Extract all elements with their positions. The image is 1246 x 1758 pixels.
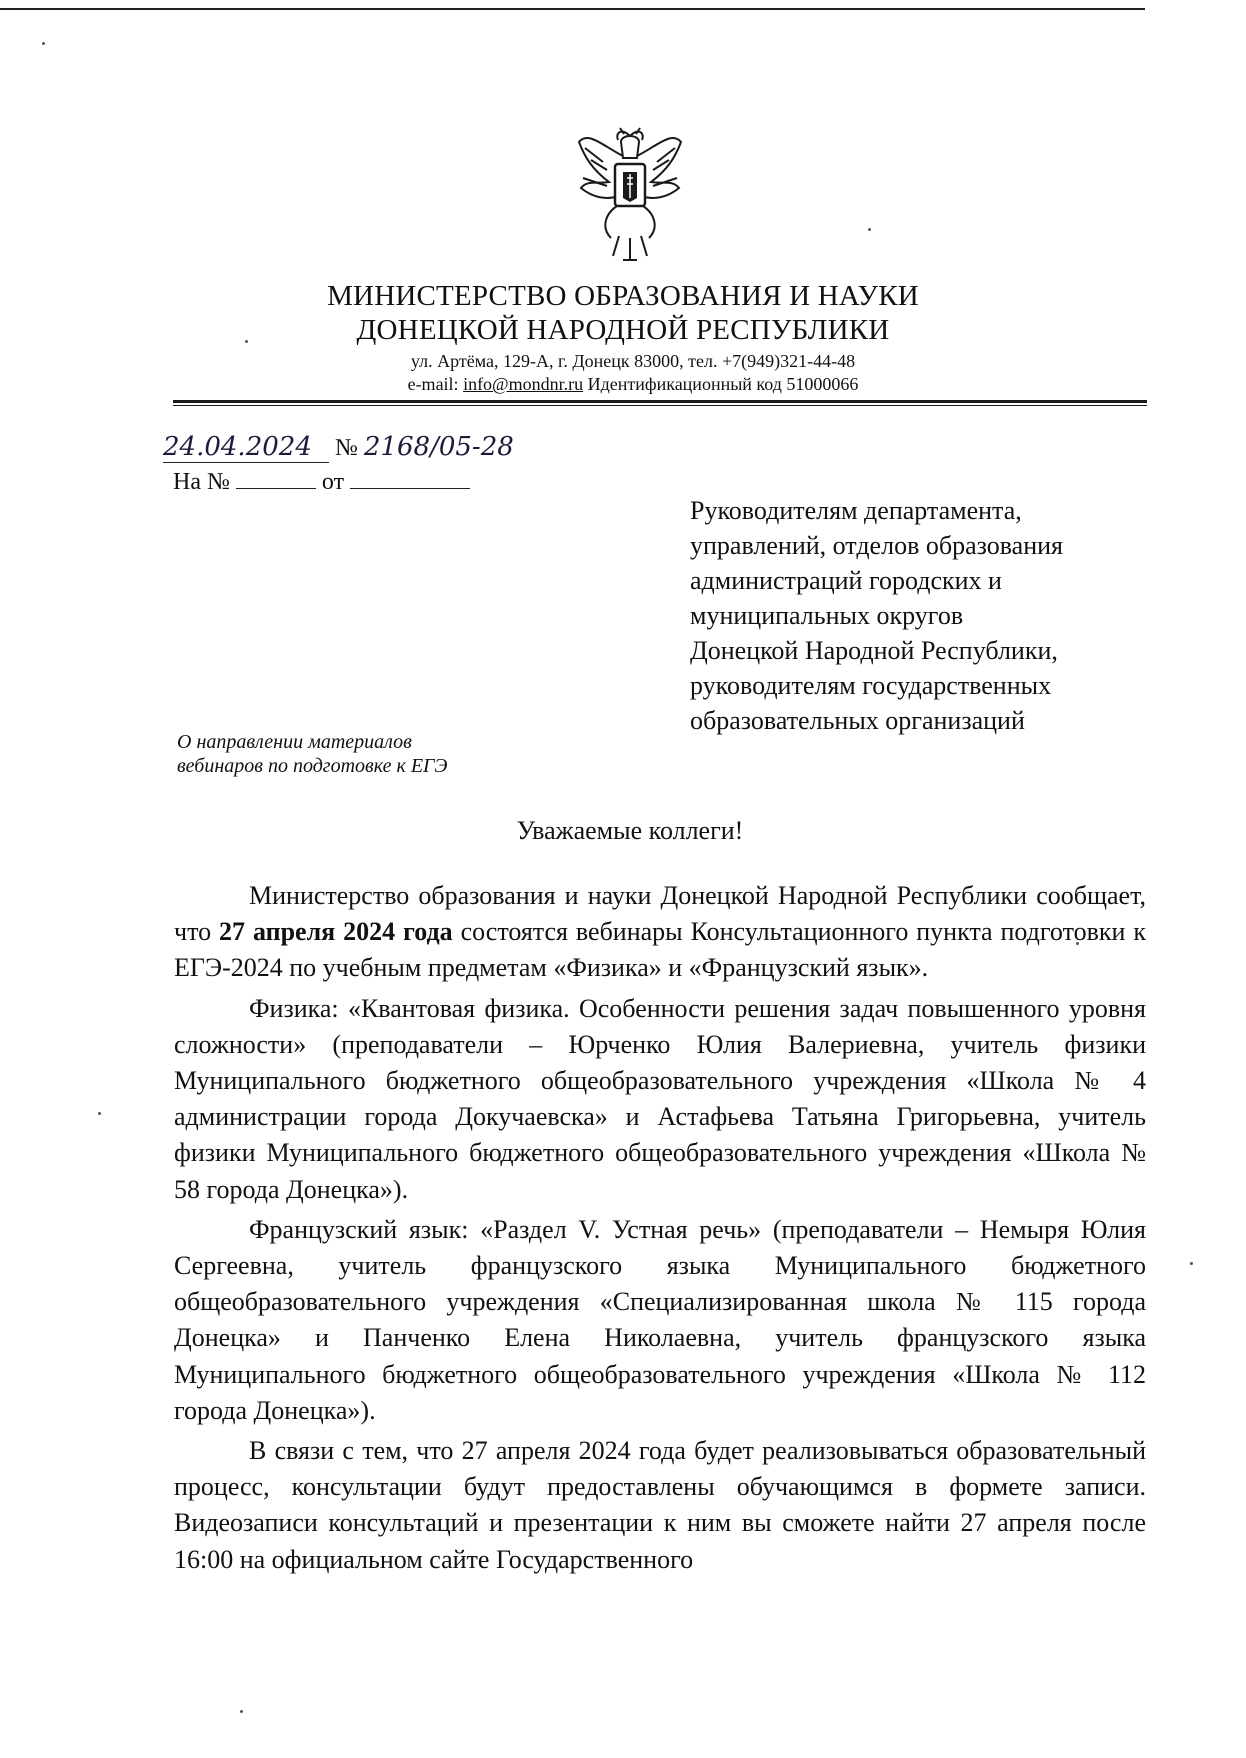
handwritten-number: 2168/05-28 [363,432,514,462]
email-label: e-mail: [407,374,459,394]
header-divider-thick [173,400,1147,403]
reply-date-blank [350,466,470,489]
reference-line [173,466,470,496]
addressee-line: Донецкой Народной Республики, [690,636,1058,665]
letter-body [174,878,1146,1578]
addressee-line: муниципальных округов [690,601,964,630]
scan-speck [42,42,45,45]
subject-line: О направлении материалов [177,731,412,753]
scan-speck [1190,1262,1193,1265]
scan-speck [868,228,871,231]
email-link[interactable]: info@mondnr.ru [463,374,584,394]
reply-number-blank [236,466,316,489]
header-divider-thin [173,405,1147,406]
paragraph-text: состоятся вебинары Консультационного пункта подготовки к ЕГЭ-2024 по учебным предметам «Физика» и «Французский язык». [174,917,1146,983]
paragraph-french: Французский язык: «Раздел V. Устная речь» (преподаватели – Немыря Юлия Сергеевна, учитель французского языка Муниципального бюджетного общеобразовательного учреждения «Специализированная школа № 115 города Донецка» и Панченко Елена Николаевна, учитель французского языка Муниципального бюджетного общеобразовательного учреждения «Школа № 112 города Донецка»). [174,1214,1146,1425]
identification-code: Идентификационный код 51000066 [587,374,859,394]
addressee-line: администраций городских и [690,566,1002,595]
addressee-line: Руководителям департамента, [690,496,1022,525]
from-label: от [321,469,345,495]
paragraph-physics: Физика: «Квантовая физика. Особенности решения задач повышенного уровня сложности» (преподаватели – Юрченко Юлия Валериевна, учитель физики Муниципального бюджетного общеобразовательного учреждения «Школа № 4 администрации города Докучаевска» и Астафьева Татьяна Григорьевна, учитель физики Муниципального бюджетного общеобразовательного учреждения «Школа № 58 города Донецка»). [174,993,1146,1204]
addressee-line: управлений, отделов образования [690,531,1063,560]
greeting: Уважаемые коллеги! [516,816,744,845]
addressee-line: руководителям государственных [690,671,1052,700]
subject-line: вебинаров по подготовке к ЕГЭ [177,755,448,777]
organization-name-line1: МИНИСТЕРСТВО ОБРАЗОВАНИЯ И НАУКИ [327,280,919,312]
event-date-bold: 27 апреля 2024 года [219,917,453,947]
handwritten-date: 24.04.2024 [163,432,329,463]
number-label: № [335,435,358,461]
addressee-block [690,493,1063,738]
organization-contacts [0,374,1246,395]
reply-number-label: На № [173,469,230,495]
paragraph-format: В связи с тем, что 27 апреля 2024 года будет реализовываться образовательный процесс, консультации будут предоставлены обучающимся в формете записи. Видеозаписи консультаций и презентации к ним вы сможете найти 27 апреля после 16:00 на официальном сайте Государственного [174,1436,1146,1574]
coat-of-arms-eagle-icon [575,118,685,268]
paragraph-text: Министерство образования и науки Донецкой Народной Республики сообщает, что [174,881,1146,947]
scan-speck [240,1710,243,1713]
organization-name-line2: ДОНЕЦКОЙ НАРОДНОЙ РЕСПУБЛИКИ [356,314,890,346]
addressee-line: образовательных организаций [690,706,1025,735]
letter-subject [177,730,448,778]
organization-address: ул. Артёма, 129-А, г. Донецк 83000, тел. +7(949)321-44-48 [410,351,856,371]
scan-speck [98,1112,101,1115]
paragraph-announcement [174,878,1146,987]
top-scan-edge-line [0,8,1145,10]
registration-line [163,432,524,463]
